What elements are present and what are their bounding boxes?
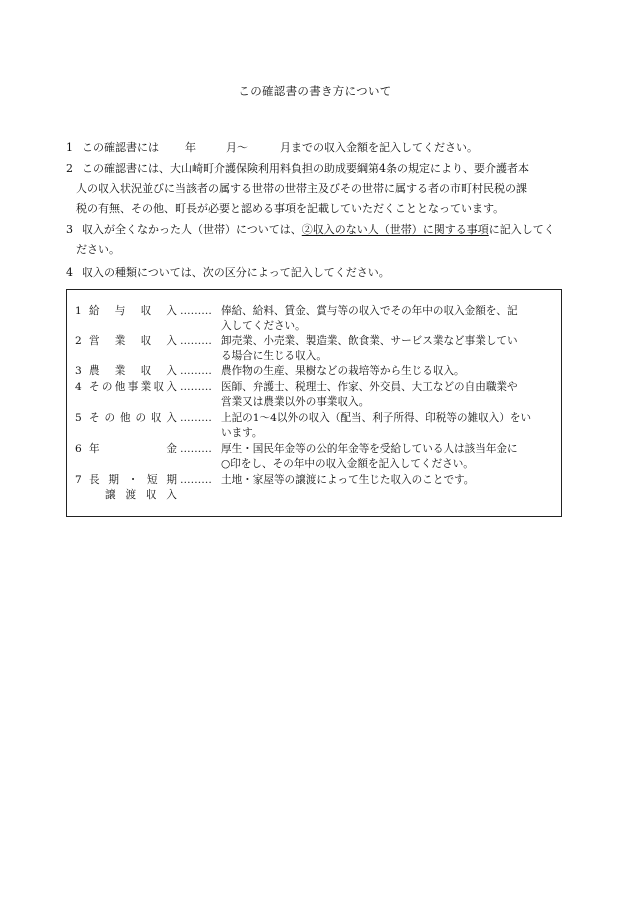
note-2-line-2: 人の収入状況並びに当該者の属する世帯の世帯主及びその世帯に属する者の市町村民税の課 [76, 182, 527, 195]
note-3-text-post: に記入してく [488, 223, 555, 236]
note-1-year-label: 年 [185, 141, 196, 154]
note-4-text: 収入の種類については、次の区分によって記入してください。 [82, 266, 390, 279]
income-type-label: その他事業収入 [89, 381, 177, 393]
desc-line: います。 [221, 427, 263, 439]
income-type-description [221, 304, 561, 334]
note-3-text-pre: 収入が全くなかった人（世帯）については、 [82, 223, 302, 236]
leader-dots: ……… [180, 381, 212, 393]
leader-dots: ……… [180, 305, 212, 317]
income-type-label-line-1: 長期・短期 [89, 474, 177, 486]
leader-dots: ……… [180, 443, 212, 455]
leader-dots: ……… [180, 335, 212, 347]
note-number: 2 [66, 162, 73, 175]
desc-line: る場合に生じる収入。 [221, 350, 327, 362]
income-type-number: 2 [75, 335, 82, 347]
note-3 [66, 220, 566, 260]
income-type-label: 給与収入 [89, 305, 177, 317]
desc-line: 営業又は農業以外の事業収入。 [221, 396, 370, 408]
income-type-number: 5 [75, 412, 82, 424]
note-3-underlined-section-ref: ②収入のない人（世帯）に関する事項 [301, 223, 489, 236]
page-title: この確認書の書き方について [238, 84, 392, 98]
desc-line: 上記の1～4以外の収入（配当、利子所得、印税等の雑収入）をい [221, 412, 532, 424]
income-type-description [221, 334, 561, 364]
desc-line: 医師、弁護士、税理士、作家、外交員、大工などの自由職業や [221, 381, 518, 393]
desc-line: 卸売業、小売業、製造業、飲食業、サービス業など事業してい [221, 335, 518, 347]
note-4 [66, 263, 566, 283]
desc-line: 入してください。 [221, 320, 306, 332]
desc-line: 農作物の生産、果樹などの栽培等から生じる収入。 [221, 365, 465, 377]
income-type-label: その他の収入 [89, 412, 177, 424]
note-1-text-a: この確認書には [82, 141, 159, 154]
note-2-line-1: この確認書には、大山崎町介護保険利用料負担の助成要綱第4条の規定により、要介護者本 [82, 162, 529, 175]
note-2 [66, 159, 566, 219]
income-type-label: 農業収入 [89, 365, 177, 377]
income-type-number: 6 [75, 443, 82, 455]
desc-line: ○印をし、その年中の収入金額を記入してください。 [221, 458, 474, 470]
desc-line: 俸給、給料、賃金、賞与等の収入でその年中の収入金額を、記 [221, 305, 518, 317]
income-type-description [221, 364, 561, 379]
desc-line: 厚生・国民年金等の公的年金等を受給している人は該当年金に [221, 443, 518, 455]
note-1 [66, 138, 566, 158]
income-type-label-line-2: 譲渡収入 [105, 489, 177, 501]
note-1-month-from-label: 月～ [226, 141, 248, 154]
leader-dots: ……… [180, 365, 212, 377]
income-type-description [221, 442, 561, 472]
note-2-line-3: 税の有無、その他、町長が必要と認める事項を記載していただくこととなっています。 [76, 202, 505, 215]
income-type-number: 1 [75, 305, 82, 317]
note-number: 1 [66, 141, 73, 154]
note-3-line-2: ださい。 [76, 243, 120, 256]
income-type-description [221, 473, 561, 488]
note-number: 3 [66, 223, 73, 236]
leader-dots: ……… [180, 474, 212, 486]
income-type-description [221, 411, 561, 441]
instruction-notes [66, 138, 566, 283]
income-type-label: 営業収入 [89, 335, 177, 347]
note-number: 4 [66, 266, 73, 279]
leader-dots: ……… [180, 412, 212, 424]
income-type-label: 年金 [89, 443, 177, 455]
income-type-description [221, 380, 561, 410]
note-1-text-b: 月までの収入金額を記入してください。 [280, 141, 478, 154]
desc-line: 土地・家屋等の譲渡によって生じた収入のことです。 [221, 474, 475, 486]
income-types-box [66, 289, 562, 517]
income-type-number: 4 [75, 381, 82, 393]
income-type-number: 3 [75, 365, 82, 377]
income-type-number: 7 [75, 474, 82, 486]
